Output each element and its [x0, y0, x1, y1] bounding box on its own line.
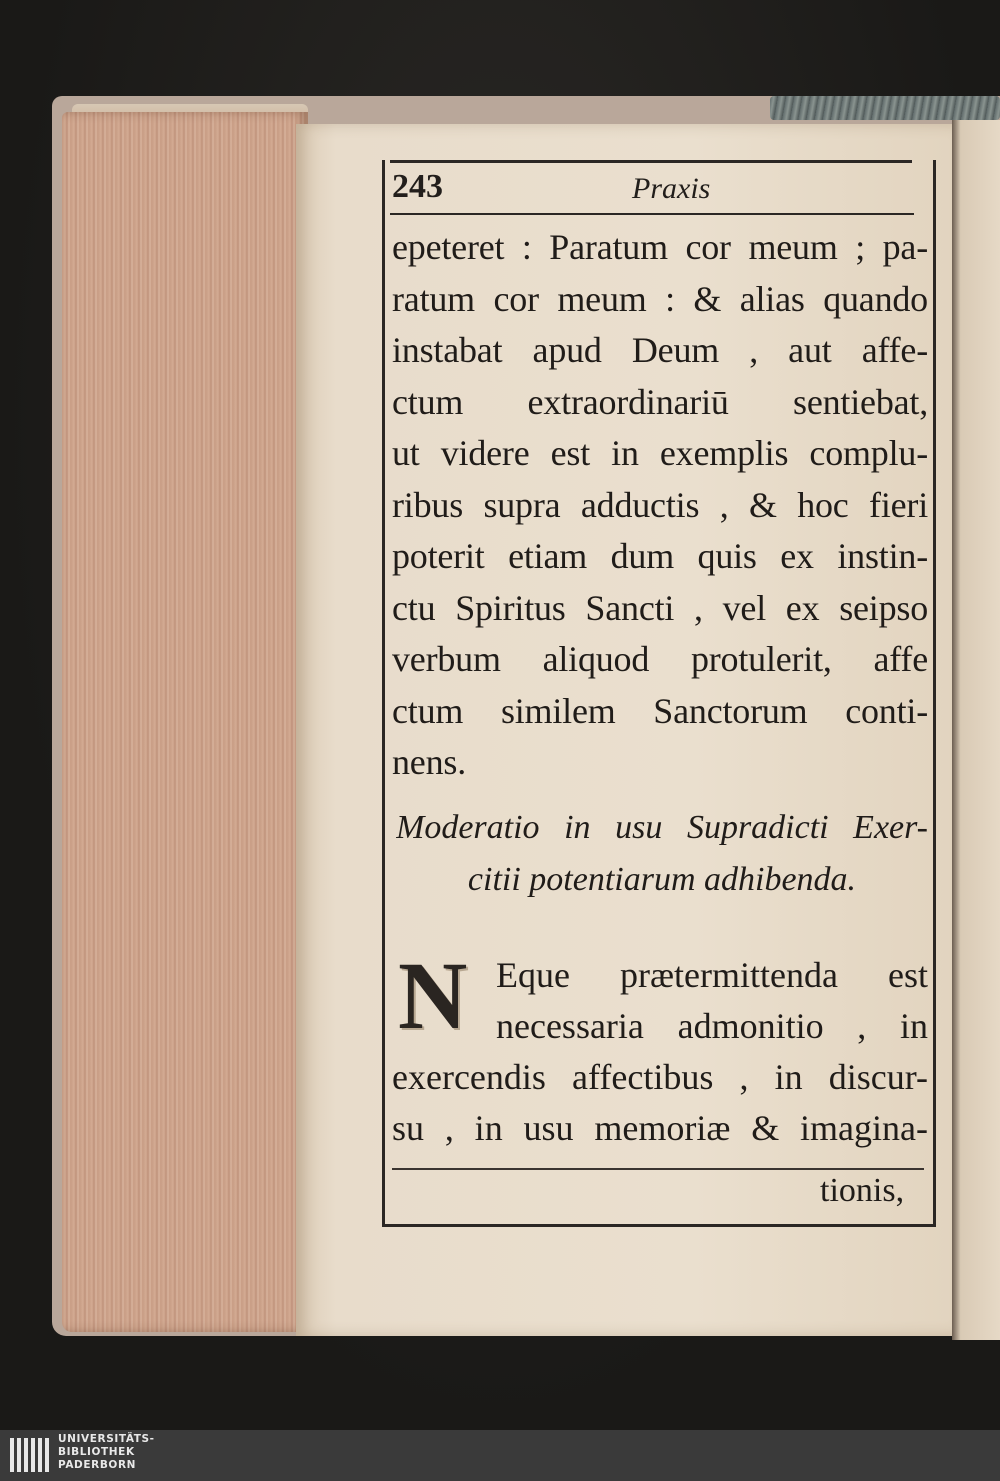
- heading-line: citii potentiarum adhibenda.: [467, 861, 857, 898]
- text-line: ratum cor meum : & alias quando: [392, 278, 928, 319]
- text-line: necessaria admonitio , in: [496, 1006, 928, 1046]
- library-name-line: BIBLIOTHEK: [58, 1446, 135, 1458]
- footer-rule: [392, 1168, 924, 1170]
- text-line: ctum extraordinariū sentiebat,: [392, 381, 928, 422]
- text-line: exercendis affectibus , in discur-: [392, 1057, 928, 1097]
- text-line: epeteret : Paratum cor meum ; pa-: [392, 227, 928, 267]
- section-heading: [396, 802, 928, 906]
- library-name: [58, 1433, 155, 1472]
- running-title: Praxis: [632, 172, 711, 205]
- body-paragraph: [392, 222, 928, 789]
- text-line: instabat apud Deum , aut affe-: [392, 330, 928, 370]
- text-line: Eque prætermittenda est: [496, 955, 928, 995]
- page-number: 243: [392, 168, 443, 205]
- text-line: poterit etiam dum quis ex instin-: [392, 536, 928, 576]
- text-line: ctum similem Sanctorum conti-: [392, 690, 928, 731]
- binding-spine-edge: [770, 96, 1000, 120]
- library-name-line: UNIVERSITÄTS-: [58, 1433, 155, 1445]
- text-line: ribus supra adductis , & hoc fieri: [392, 484, 928, 525]
- header-rule-lower: [390, 213, 914, 215]
- page-block-edges: [62, 112, 308, 1332]
- catchword: tionis,: [820, 1172, 905, 1209]
- text-line: ut videre est in exemplis complu-: [392, 433, 928, 473]
- drop-cap-initial: N: [398, 942, 468, 1049]
- text-line: nens.: [392, 742, 466, 782]
- facing-page-edge: [952, 120, 1000, 1340]
- text-line: verbum aliquod protulerit, affe: [392, 639, 928, 679]
- text-line: su , in usu memoriæ & imagina-: [392, 1108, 928, 1148]
- heading-line: Moderatio in usu Supradicti Exer-: [396, 809, 928, 846]
- text-line: ctu Spiritus Sancti , vel ex seipso: [392, 587, 928, 628]
- header-rule: [390, 160, 912, 163]
- library-name-line: PADERBORN: [58, 1459, 137, 1471]
- second-paragraph: [392, 942, 928, 1154]
- library-logo-icon: [8, 1434, 52, 1478]
